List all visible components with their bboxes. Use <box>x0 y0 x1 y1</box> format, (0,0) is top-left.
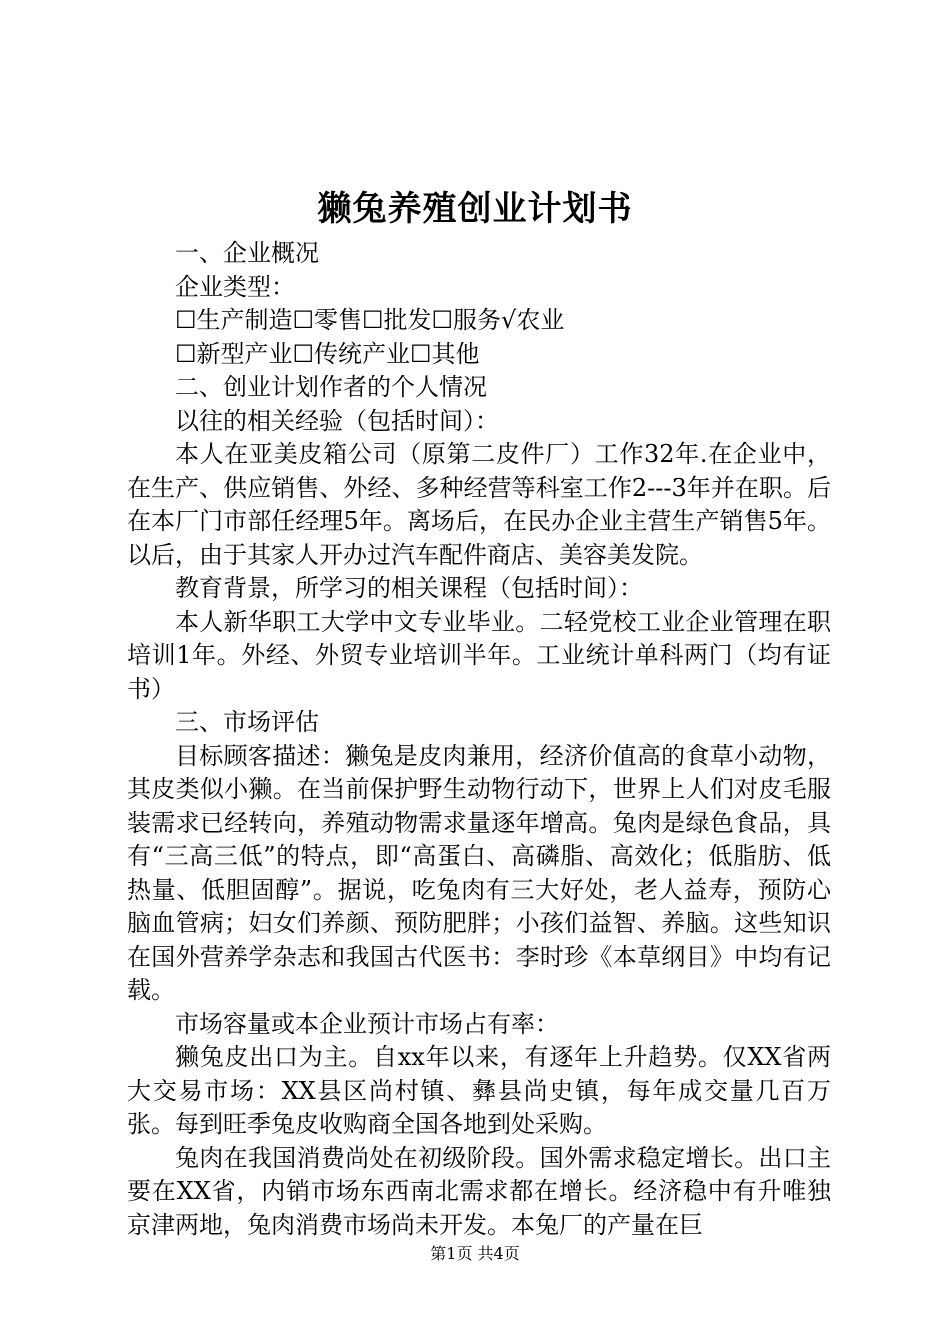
education-paragraph: 本人新华职工大学中文专业毕业。二轻党校工业企业管理在职培训1年。外经、外贸专业培训半年。工业统计单科两门（均有证书） <box>127 607 831 703</box>
enterprise-type-options-row-2: ☐新型产业☐传统产业☐其他 <box>175 339 480 368</box>
rabbit-meat-paragraph: 兔肉在我国消费尚处在初级阶段。国外需求稳定增长。出口主要在XX省，内销市场东西南北需求都在增长。经济稳中有升唯独京津两地，兔肉消费市场尚未开发。本兔厂的产量在巨 <box>127 1143 831 1239</box>
section-heading-overview: 一、企业概况 <box>175 239 319 267</box>
page-footer: 第1页 共4页 <box>430 1244 520 1263</box>
experience-label: 以往的相关经验（包括时间）： <box>175 406 499 435</box>
document-body <box>127 237 831 1242</box>
rabbit-fur-paragraph: 獭兔皮出口为主。自xx年以来，有逐年上升趋势。仅XX省两大交易市场：XX县区尚村镇、彝县尚史镇，每年成交量几百万张。每到旺季兔皮收购商全国各地到处采购。 <box>127 1043 831 1138</box>
enterprise-type-options-row-1: ☐生产制造☐零售☐批发☐服务√农业 <box>175 306 565 334</box>
education-label: 教育背景，所学习的相关课程（包括时间）： <box>175 574 643 602</box>
target-customer-paragraph: 目标顾客描述：獭兔是皮肉兼用，经济价值高的食草小动物，其皮类似小獭。在当前保护野生动物行动下，世界上人们对皮毛服装需求已经转向，养殖动物需求量逐年增高。兔肉是绿色食品，具有“三高三低”的特点，即“高蛋白、高磷脂、高效化；低脂肪、低热量、低胆固醇”。据说，吃兔肉有三大好处，老人益寿，预防心脑血管病；妇女们养颜、预防肥胖；小孩们益智、养脑。这些知识在国外营养学杂志和我国古代医书：李时珍《本草纲目》中均有记载。 <box>127 741 831 1004</box>
section-heading-market: 三、市场评估 <box>175 708 319 736</box>
experience-paragraph: 本人在亚美皮箱公司（原第二皮件厂）工作32年.在企业中，在生产、供应销售、外经、多种经营等科室工作2---3年并在职。后在本厂门市部任经理5年。离场后，在民办企业主营生产销售5年。以后，由于其家人开办过汽车配件商店、美容美发院。 <box>127 440 831 569</box>
enterprise-type-label: 企业类型： <box>175 272 295 301</box>
document-title: 獭兔养殖创业计划书 <box>317 189 633 229</box>
section-heading-author: 二、创业计划作者的个人情况 <box>175 373 487 401</box>
market-capacity-label: 市场容量或本企业预计市场占有率： <box>175 1009 559 1038</box>
